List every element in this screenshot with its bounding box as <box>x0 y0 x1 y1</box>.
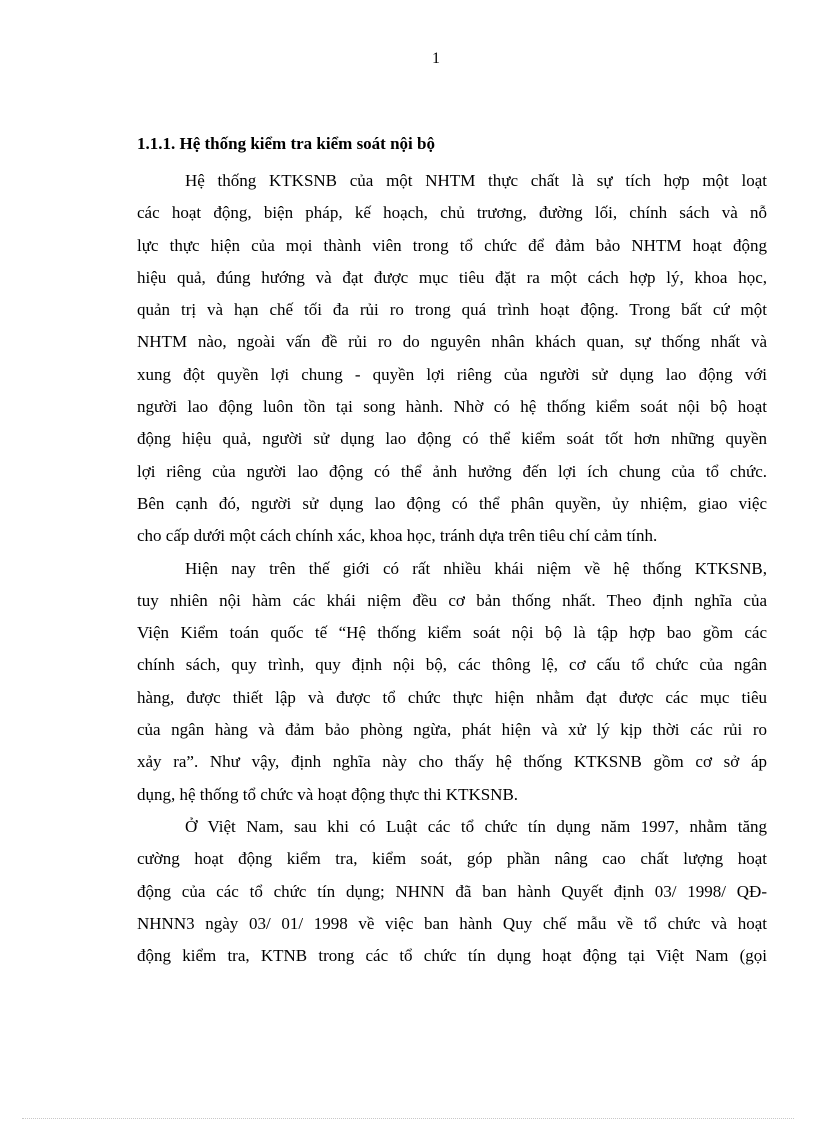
paragraph-line: NHTM nào, ngoài vấn đề rủi ro do nguyên nhân khách quan, sự thống nhất và <box>137 332 767 352</box>
paragraph-line: của ngân hàng và đảm bảo phòng ngừa, phát hiện và xử lý kịp thời các rủi ro <box>137 720 767 740</box>
paragraph-3 <box>137 811 767 972</box>
paragraph-line: NHNN3 ngày 03/ 01/ 1998 về việc ban hành Quy chế mẫu về tổ chức và hoạt <box>137 913 767 933</box>
paragraph-line: các hoạt động, biện pháp, kế hoạch, chủ trương, đường lối, chính sách và nỗ <box>137 203 767 223</box>
paragraph-line: Hệ thống KTKSNB của một NHTM thực chất là sự tích hợp một loạt <box>185 171 767 190</box>
paragraph-line: động của các tổ chức tín dụng; NHNN đã ban hành Quyết định 03/ 1998/ QĐ- <box>137 881 767 901</box>
paragraph-1 <box>137 165 767 553</box>
paragraph-line: tuy nhiên nội hàm các khái niệm đều cơ bản thống nhất. Theo định nghĩa của <box>137 590 767 610</box>
paragraph-line: Hiện nay trên thế giới có rất nhiều khái niệm về hệ thống KTKSNB, <box>185 558 767 578</box>
paragraph-line: chính sách, quy trình, quy định nội bộ, các thông lệ, cơ cấu tổ chức của ngân <box>137 655 767 675</box>
paragraph-line: động hiệu quả, người sử dụng lao động có thể kiểm soát tốt hơn những quyền <box>137 429 767 449</box>
section-heading: 1.1.1. Hệ thống kiểm tra kiểm soát nội bộ <box>137 134 435 153</box>
paragraph-line: lực thực hiện của mọi thành viên trong tổ chức để đảm bảo NHTM hoạt động <box>137 235 767 255</box>
paragraph-line: lợi riêng của người lao động có thể ảnh hưởng đến lợi ích chung của tổ chức. <box>137 461 767 481</box>
paragraph-line: dụng, hệ thống tổ chức và hoạt động thực thi KTKSNB. <box>137 784 519 804</box>
paragraph-line: hàng, được thiết lập và được tổ chức thực hiện nhằm đạt được các mục tiêu <box>137 687 767 707</box>
paragraph-2 <box>137 553 767 811</box>
paragraph-line: Bên cạnh đó, người sử dụng lao động có thể phân quyền, ủy nhiệm, giao việc <box>137 493 767 513</box>
paragraph-line: cho cấp dưới một cách chính xác, khoa học, tránh dựa trên tiêu chí cảm tính. <box>137 526 658 546</box>
paragraph-line: quản trị và hạn chế tối đa rủi ro trong quá trình hoạt động. Trong bất cứ một <box>137 300 767 320</box>
paragraph-line: Ở Việt Nam, sau khi có Luật các tổ chức tín dụng năm 1997, nhằm tăng <box>185 816 767 836</box>
page-number: 1 <box>432 50 440 67</box>
paragraph-line: động kiểm tra, KTNB trong các tổ chức tín dụng hoạt động tại Việt Nam (gọi <box>137 946 767 966</box>
paragraph-line: người lao động luôn tồn tại song hành. Nhờ có hệ thống kiểm soát nội bộ hoạt <box>137 397 767 417</box>
document-body <box>137 133 767 972</box>
paragraph-line: xảy ra”. Như vậy, định nghĩa này cho thấy hệ thống KTKSNB gồm cơ sở áp <box>137 752 767 772</box>
paragraph-line: hiệu quả, đúng hướng và đạt được mục tiêu đặt ra một cách hợp lý, khoa học, <box>137 267 767 287</box>
page-bottom-rule <box>22 1118 794 1119</box>
paragraph-line: Viện Kiểm toán quốc tế “Hệ thống kiểm soát nội bộ là tập hợp bao gồm các <box>137 623 767 643</box>
paragraph-line: xung đột quyền lợi chung - quyền lợi riêng của người sử dụng lao động với <box>137 364 767 384</box>
paragraph-line: cường hoạt động kiểm tra, kiểm soát, góp phần nâng cao chất lượng hoạt <box>137 849 767 869</box>
